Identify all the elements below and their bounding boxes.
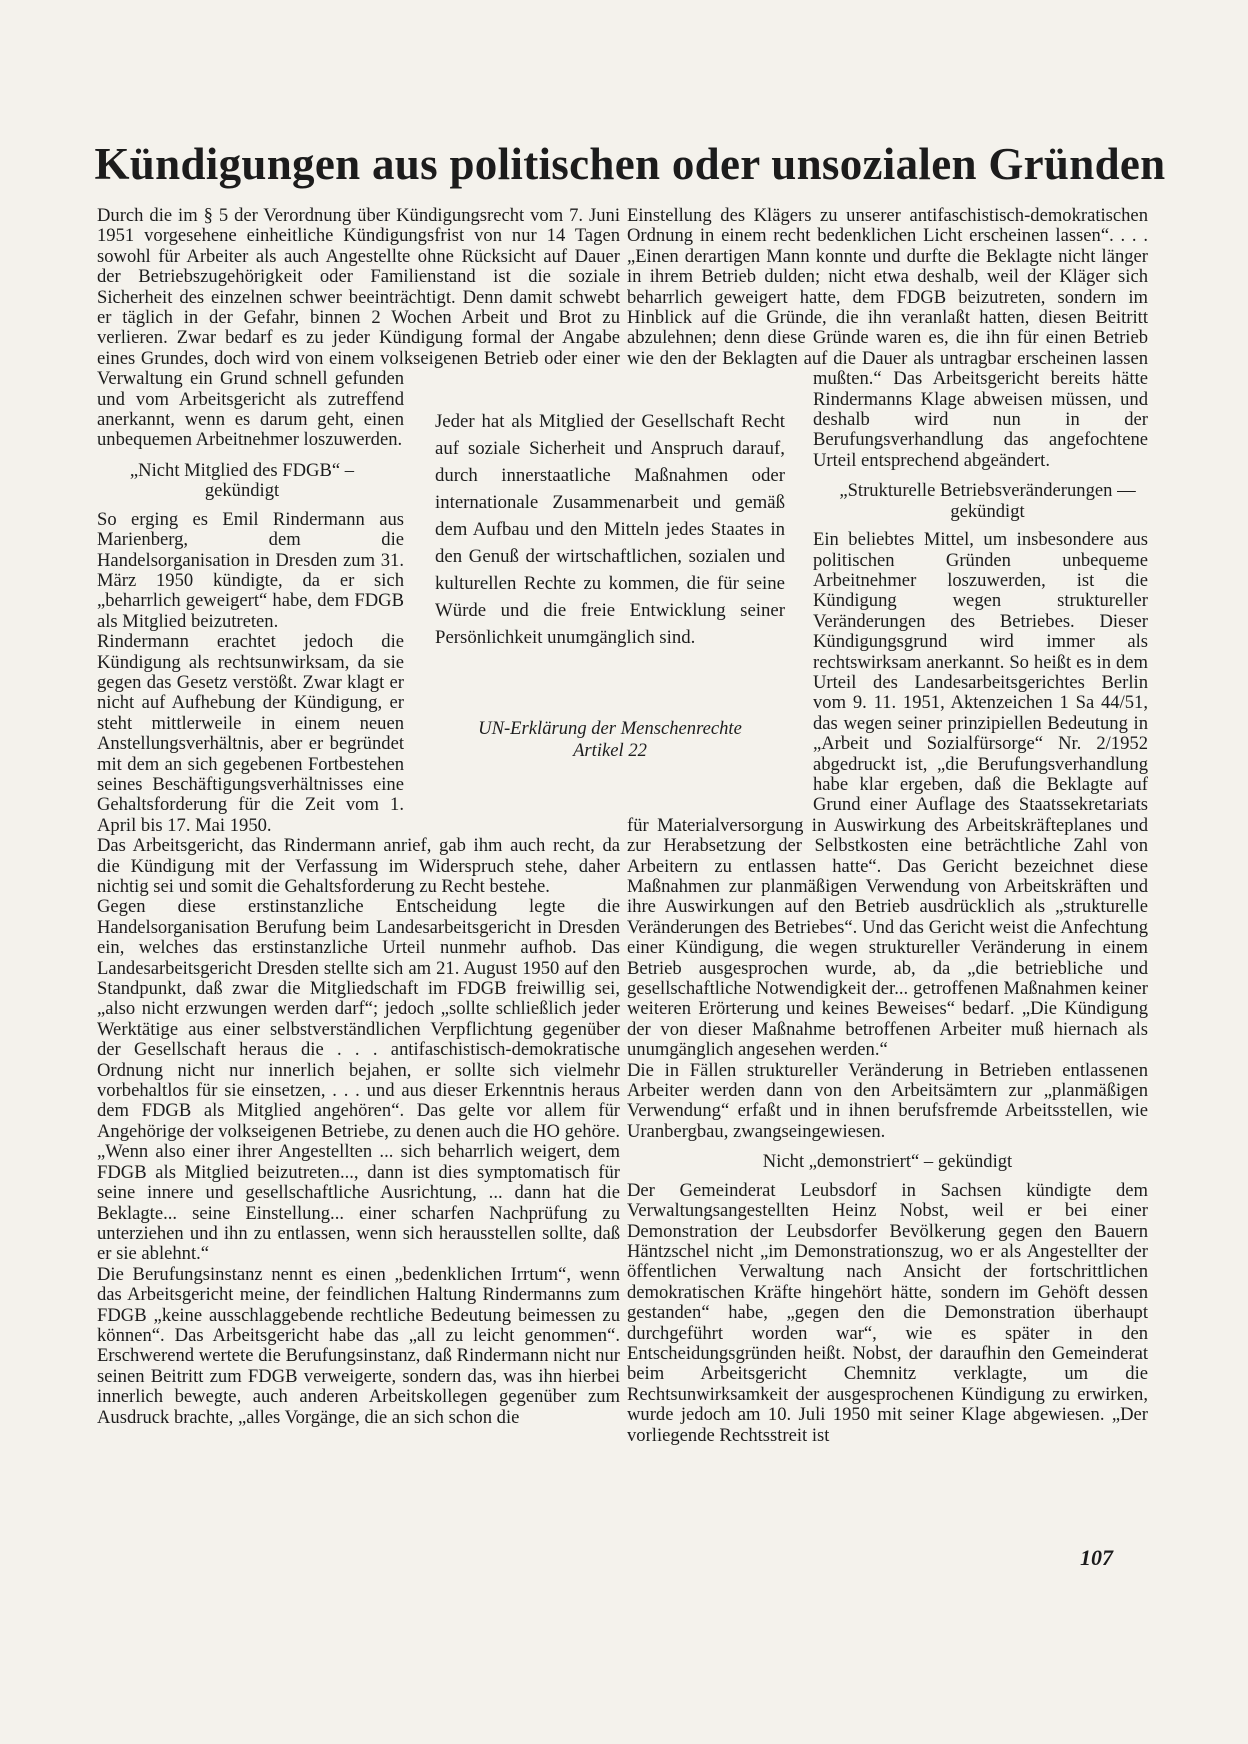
left-column: [97, 206, 620, 1428]
quote-source-article: Artikel 22: [573, 740, 647, 761]
intro-paragraph: Durch die im § 5 der Verordnung über Kündigungsrecht vom 7. Juni 1951 vorgesehene einheitliche Kündigungsfrist von nur 14 Tagen sowohl für Arbeiter als auch Angestellte ohne Rücksicht auf Dauer der Betriebszugehörigkeit oder Familienstand ist die soziale Sicherheit des einzelnen schwer beeinträchtigt. Denn damit schwebt er täglich in der Gefahr, binnen 2 Wochen Arbeit und Brot zu verlieren. Zwar bedarf es zu jeder Kündigung formal der Angabe eines Grundes, doch wird von einem volkseigenen Betrieb oder einer Verwaltung ein Grund schnell gefunden und vom Arbeitsgericht als zutreffend anerkannt, wenn es darum geht, einen unbequemen Arbeitnehmer loszuwerden.: [97, 205, 620, 451]
body-paragraph: Einstellung des Klägers zu unserer antifaschistisch-demokratischen Ordnung in einem recht bedenklichen Licht erscheinen lassen“. . . . „Einen derartigen Mann konnte und durfte die Beklagte nicht länger in ihrem Betrieb dulden; nicht etwa deshalb, weil der Kläger sich beharrlich geweigert hatte, dem FDGB beizutreten, sondern im Hinblick auf die Gründe, die ihn veranlaßt hatten, diesen Beitritt abzulehnen; denn diese Gründe waren es, die ihn für einen Betrieb wie den der Beklagten auf die Dauer als untragbar erscheinen lassen mußten.“ Das Arbeitsgericht bereits hätte Rindermanns Klage abweisen müssen, und deshalb wird nun in der Berufungsverhandlung das angefochtene Urteil entsprechend abgeändert.: [627, 205, 1148, 471]
section-heading: „Strukturelle Betriebsveränderungen — gekündigt: [839, 480, 1136, 522]
body-paragraph: Die Berufungsinstanz nennt es einen „bedenklichen Irrtum“, wenn das Arbeitsgericht meine, der feindlichen Haltung Rindermanns zum FDGB „keine ausschlaggebende rechtliche Bedeutung beimessen zu können“. Das Arbeitsgericht habe das „all zu leicht genommen“. Erschwerend wertete die Berufungsinstanz, daß Rindermann nicht nur seinen Beitritt zum FDGB verweigerte, sondern das, was ihn hierbei innerlich bewegte, auch anderen Arbeitskollegen gegenüber zum Ausdruck brachte, „alles Vorgänge, die an sich schon die: [97, 1263, 620, 1428]
quote-text: Jeder hat als Mitglied der Gesellschaft Recht auf soziale Sicherheit und Anspruch darauf, durch innerstaatliche Maßnahmen oder internationale Zusammenarbeit und gemäß dem Aufbau und den Mitteln jedes Staates in den Genuß der wirtschaftlichen, sozialen und kulturellen Rechte zu kommen, die für seine Würde und die freie Entwicklung seiner Persönlichkeit unumgänglich sind.: [435, 411, 785, 648]
body-paragraph: Rindermann erachtet jedoch die Kündigung als rechtsunwirksam, da sie gegen das Gesetz verstößt. Zwar klagt er nicht auf Aufhebung der Kündigung, er steht mittlerweile in einem neuen Anstellungsverhältnis, aber er begründet mit dem an sich gegebenen Fortbestehen seines Beschäftigungsverhältnisses eine Gehaltsforderung für die Zeit vom 1. April bis 17. Mai 1950.: [97, 631, 404, 836]
body-paragraph: Gegen diese erstinstanzliche Entscheidung legte die Handelsorganisation Berufung beim Landesarbeitsgericht in Dresden ein, welches das erstinstanzliche Urteil nunmehr aufhob. Das Landesarbeitsgericht Dresden stellte sich am 21. August 1950 auf den Standpunkt, daß zwar die Mitgliedschaft im FDGB freiwillig sei, „also nicht erzwungen werden darf“; jedoch „sollte schließlich jeder Werktätige aus einer selbstverständlichen Verpflichtung gegenüber der Gesellschaft heraus die . . . antifaschistisch-demokratische Ordnung nicht nur innerlich bejahen, er sollte sich vielmehr vorbehaltlos für sie einsetzen, . . . und aus dieser Erkenntnis heraus dem FDGB als Mitglied angehören“. Das gelte vor allem für Angehörige der volkseigenen Betriebe, zu denen auch die HO gehöre. „Wenn also einer ihrer Angestellten ... sich beharrlich weigert, dem FDGB als Mitglied beizutreten..., dann ist dies symptomatisch für seine innere und gesellschaftliche Ausrichtung, ... dann hat die Beklagte... seine Einstellung... einer scharfen Nachprüfung zu unterziehen und ihn zu entlassen, wenn sich herausstellen sollte, daß er sie ablehnt.“: [97, 896, 620, 1265]
quote-source-title: UN-Erklärung der Menschenrechte: [478, 718, 742, 739]
body-paragraph: Die in Fällen struktureller Veränderung in Betrieben entlassenen Arbeiter werden dann von den Arbeitsämtern zur „planmäßigen Verwendung“ erfaßt und in ihnen berufsfremde Arbeitsstellen, wie Uranbergbau, zwangseingewiesen.: [627, 1059, 1148, 1142]
page-title: Kündigungen aus politischen oder unsozialen Gründen: [94, 139, 1166, 189]
body-paragraph: Das Arbeitsgericht, das Rindermann anrief, gab ihm auch recht, da die Kündigung mit der Verfassung im Widerspruch stehe, daher nichtig sei und somit die Gehaltsforderung zu Recht bestehe.: [97, 835, 620, 897]
section-heading: Nicht „demonstriert“ – gekündigt: [762, 1151, 1013, 1173]
section-heading: „Nicht Mitglied des FDGB“ – gekündigt: [129, 459, 355, 502]
page-number: 107: [1080, 1545, 1113, 1570]
right-column: [627, 206, 1148, 1446]
quote-box: [435, 408, 785, 651]
body-paragraph: Ein beliebtes Mittel, um insbesondere aus politischen Gründen unbequeme Arbeitnehmer loszuwerden, ist die Kündigung wegen struktureller Veränderungen des Betriebes. Dieser Kündigungsgrund wird immer als rechtswirksam anerkannt. So heißt es in dem Urteil des Landesarbeitsgerichtes Berlin vom 9. 11. 1951, Aktenzeichen 1 Sa 44/51, das wegen seiner prinzipiellen Bedeutung in „Arbeit und Sozialfürsorge“ Nr. 2/1952 abgedruckt ist, „die Berufungsverhandlung habe klar ergeben, daß die Beklagte auf Grund einer Auflage des Staatssekretariats für Materialversorgung in Auswirkung des Arbeitskräfteplanes und zur Herabsetzung der Selbstkosten eine beträchtliche Zahl von Arbeitern zu entlassen hatte“. Das Gericht bezeichnet diese Maßnahmen zur planmäßigen Verwendung von Arbeitskräften und ihre Auswirkungen auf den Betrieb ausdrücklich als „strukturelle Veränderungen des Betriebes“. Und das Gericht weist die Anfechtung einer Kündigung, die wegen struktureller Veränderung in einem Betrieb ausgesprochen wurde, ab, da „die betriebliche und gesellschaftliche Notwendigkeit der... getroffenen Maßnahmen keiner weiteren Erörterung und keines Beweises“ bedarf. „Die Kündigung der von dieser Maßnahme betroffenen Arbeiter muß hiernach als unumgänglich angesehen werden.“: [627, 529, 1148, 1061]
body-paragraph: So erging es Emil Rindermann aus Marienberg, dem die Handelsorganisation in Dresden zum 31. März 1950 kündigte, da er sich „beharrlich geweigert“ habe, dem FDGB als Mitglied beizutreten.: [97, 508, 404, 632]
body-paragraph: Der Gemeinderat Leubsdorf in Sachsen kündigte dem Verwaltungsangestellten Heinz Nobst, weil er bei einer Demonstration der Leubsdorfer Bevölkerung gegen den Bauern Häntzschel nicht „im Demonstrationszug, wo er als Angestellter der öffentlichen Verwaltung nach Ansicht der fortschrittlichen demokratischen Kräfte hingehört hätte, sondern im Gehöft dessen gestanden“ habe, „gegen den die Demonstration überhaupt durchgeführt worden war“, wie es später in den Entscheidungsgründen heißt. Nobst, der daraufhin den Gemeinderat beim Arbeitsgericht Chemnitz verklagte, um die Rechtsunwirksamkeit der ausgesprochenen Kündigung zu erwirken, wurde jedoch am 10. Juli 1950 mit seiner Klage abgewiesen. „Der vorliegende Rechtsstreit ist: [627, 1179, 1148, 1446]
quote-source: [435, 718, 785, 762]
